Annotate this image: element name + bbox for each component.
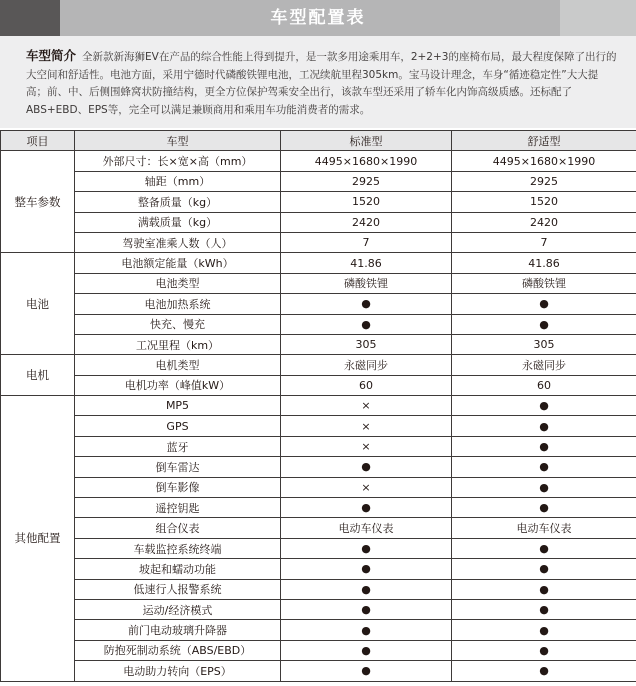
standard-value-cell: 7 <box>281 232 452 252</box>
table-row <box>1 253 636 273</box>
header-comfort: 舒适型 <box>452 131 636 151</box>
page-title: 车型配置表 <box>270 8 366 28</box>
header-banner <box>0 0 636 36</box>
table-row <box>1 171 636 191</box>
comfort-value-cell: ● <box>452 640 636 660</box>
standard-value-cell: 2925 <box>281 171 452 191</box>
table-row <box>1 212 636 232</box>
comfort-value-cell: 2420 <box>452 212 636 232</box>
group-label: 整车参数 <box>1 151 75 253</box>
standard-value-cell: ● <box>281 457 452 477</box>
table-row <box>1 538 636 558</box>
header-standard: 标准型 <box>281 131 452 151</box>
standard-value-cell: ● <box>281 559 452 579</box>
comfort-value-cell: ● <box>452 599 636 619</box>
standard-value-cell: ● <box>281 640 452 660</box>
table-row <box>1 273 636 293</box>
table-row <box>1 334 636 354</box>
table-row <box>1 498 636 518</box>
standard-value-cell: ● <box>281 538 452 558</box>
group-label: 电机 <box>1 355 75 396</box>
spec-name-cell: 车载监控系统终端 <box>75 538 281 558</box>
spec-name-cell: 驾驶室准乘人数（人） <box>75 232 281 252</box>
comfort-value-cell: ● <box>452 498 636 518</box>
intro-section <box>0 36 636 128</box>
spec-name-cell: 坡起和蠕动功能 <box>75 559 281 579</box>
group-label: 其他配置 <box>1 396 75 681</box>
standard-value-cell: 1520 <box>281 192 452 212</box>
table-row <box>1 375 636 395</box>
standard-value-cell: ● <box>281 661 452 681</box>
standard-value-cell: ● <box>281 579 452 599</box>
table-row <box>1 559 636 579</box>
spec-name-cell: 电机类型 <box>75 355 281 375</box>
standard-value-cell: 电动车仪表 <box>281 518 452 538</box>
standard-value-cell: ● <box>281 620 452 640</box>
table-row <box>1 355 636 375</box>
spec-name-cell: GPS <box>75 416 281 436</box>
comfort-value-cell: ● <box>452 314 636 334</box>
table-row <box>1 436 636 456</box>
comfort-value-cell: ● <box>452 436 636 456</box>
table-row <box>1 314 636 334</box>
header-model: 车型 <box>75 131 281 151</box>
standard-value-cell: ● <box>281 599 452 619</box>
spec-name-cell: 满载质量（kg） <box>75 212 281 232</box>
spec-name-cell: 外部尺寸：长×宽×高（mm） <box>75 151 281 171</box>
standard-value-cell: ● <box>281 294 452 314</box>
table-row <box>1 579 636 599</box>
standard-value-cell: 永磁同步 <box>281 355 452 375</box>
spec-name-cell: 倒车影像 <box>75 477 281 497</box>
table-row <box>1 396 636 416</box>
spec-name-cell: 遥控钥匙 <box>75 498 281 518</box>
table-row <box>1 640 636 660</box>
table-row <box>1 661 636 681</box>
comfort-value-cell: 41.86 <box>452 253 636 273</box>
intro-text: 全新款新海狮EV在产品的综合性能上得到提升，是一款多用途乘用车，2+2+3的座椅布局，最大程度保障了出行的大空间和舒适性。电池方面，采用宁德时代磷酸铁锂电池，工况续航里程305km。宝马设计理念，车身“循迹稳定性”大大提高；前、中、后侧围蜂窝状防撞结构，更全方位保护驾乘安全出行，该款车型还采用了轿车化内饰高级质感。还标配了ABS+EBD、EPS等，完全可以满足兼顾商用和乘用车功能消费者的需求。 <box>26 51 617 116</box>
comfort-value-cell: ● <box>452 294 636 314</box>
group-label: 电池 <box>1 253 75 355</box>
spec-name-cell: 电动助力转向（EPS） <box>75 661 281 681</box>
table-row <box>1 416 636 436</box>
standard-value-cell: ● <box>281 498 452 518</box>
spec-name-cell: 组合仪表 <box>75 518 281 538</box>
comfort-value-cell: 永磁同步 <box>452 355 636 375</box>
comfort-value-cell: ● <box>452 559 636 579</box>
standard-value-cell: 60 <box>281 375 452 395</box>
standard-value-cell: × <box>281 396 452 416</box>
spec-name-cell: 工况里程（km） <box>75 334 281 354</box>
table-row <box>1 294 636 314</box>
standard-value-cell: 41.86 <box>281 253 452 273</box>
comfort-value-cell: ● <box>452 538 636 558</box>
spec-name-cell: 整备质量（kg） <box>75 192 281 212</box>
standard-value-cell: × <box>281 436 452 456</box>
table-row <box>1 599 636 619</box>
header-item: 项目 <box>1 131 75 151</box>
spec-name-cell: 前门电动玻璃升降器 <box>75 620 281 640</box>
spec-name-cell: 轴距（mm） <box>75 171 281 191</box>
comfort-value-cell: ● <box>452 396 636 416</box>
comfort-value-cell: 磷酸铁锂 <box>452 273 636 293</box>
table-row <box>1 192 636 212</box>
spec-name-cell: 运动/经济模式 <box>75 599 281 619</box>
table-row <box>1 518 636 538</box>
spec-name-cell: 电池加热系统 <box>75 294 281 314</box>
table-row <box>1 620 636 640</box>
comfort-value-cell: ● <box>452 579 636 599</box>
comfort-value-cell: 305 <box>452 334 636 354</box>
comfort-value-cell: 7 <box>452 232 636 252</box>
spec-name-cell: 电机功率（峰值kW） <box>75 375 281 395</box>
spec-table <box>0 130 636 682</box>
intro-paragraph <box>0 36 636 119</box>
comfort-value-cell: 60 <box>452 375 636 395</box>
spec-name-cell: 快充、慢充 <box>75 314 281 334</box>
standard-value-cell: 2420 <box>281 212 452 232</box>
spec-name-cell: 电池额定能量（kWh） <box>75 253 281 273</box>
standard-value-cell: 305 <box>281 334 452 354</box>
comfort-value-cell: ● <box>452 477 636 497</box>
spec-name-cell: 电池类型 <box>75 273 281 293</box>
comfort-value-cell: ● <box>452 416 636 436</box>
standard-value-cell: × <box>281 416 452 436</box>
table-header-row <box>1 131 636 151</box>
spec-name-cell: 低速行人报警系统 <box>75 579 281 599</box>
table-row <box>1 232 636 252</box>
comfort-value-cell: 4495×1680×1990 <box>452 151 636 171</box>
table-row <box>1 457 636 477</box>
table-row <box>1 477 636 497</box>
standard-value-cell: ● <box>281 314 452 334</box>
spec-name-cell: MP5 <box>75 396 281 416</box>
comfort-value-cell: ● <box>452 620 636 640</box>
comfort-value-cell: ● <box>452 457 636 477</box>
comfort-value-cell: 1520 <box>452 192 636 212</box>
comfort-value-cell: ● <box>452 661 636 681</box>
standard-value-cell: × <box>281 477 452 497</box>
intro-label: 车型简介 <box>26 48 77 63</box>
spec-name-cell: 防抱死制动系统（ABS/EBD） <box>75 640 281 660</box>
spec-name-cell: 倒车雷达 <box>75 457 281 477</box>
table-row <box>1 151 636 171</box>
comfort-value-cell: 2925 <box>452 171 636 191</box>
spec-name-cell: 蓝牙 <box>75 436 281 456</box>
comfort-value-cell: 电动车仪表 <box>452 518 636 538</box>
standard-value-cell: 4495×1680×1990 <box>281 151 452 171</box>
standard-value-cell: 磷酸铁锂 <box>281 273 452 293</box>
